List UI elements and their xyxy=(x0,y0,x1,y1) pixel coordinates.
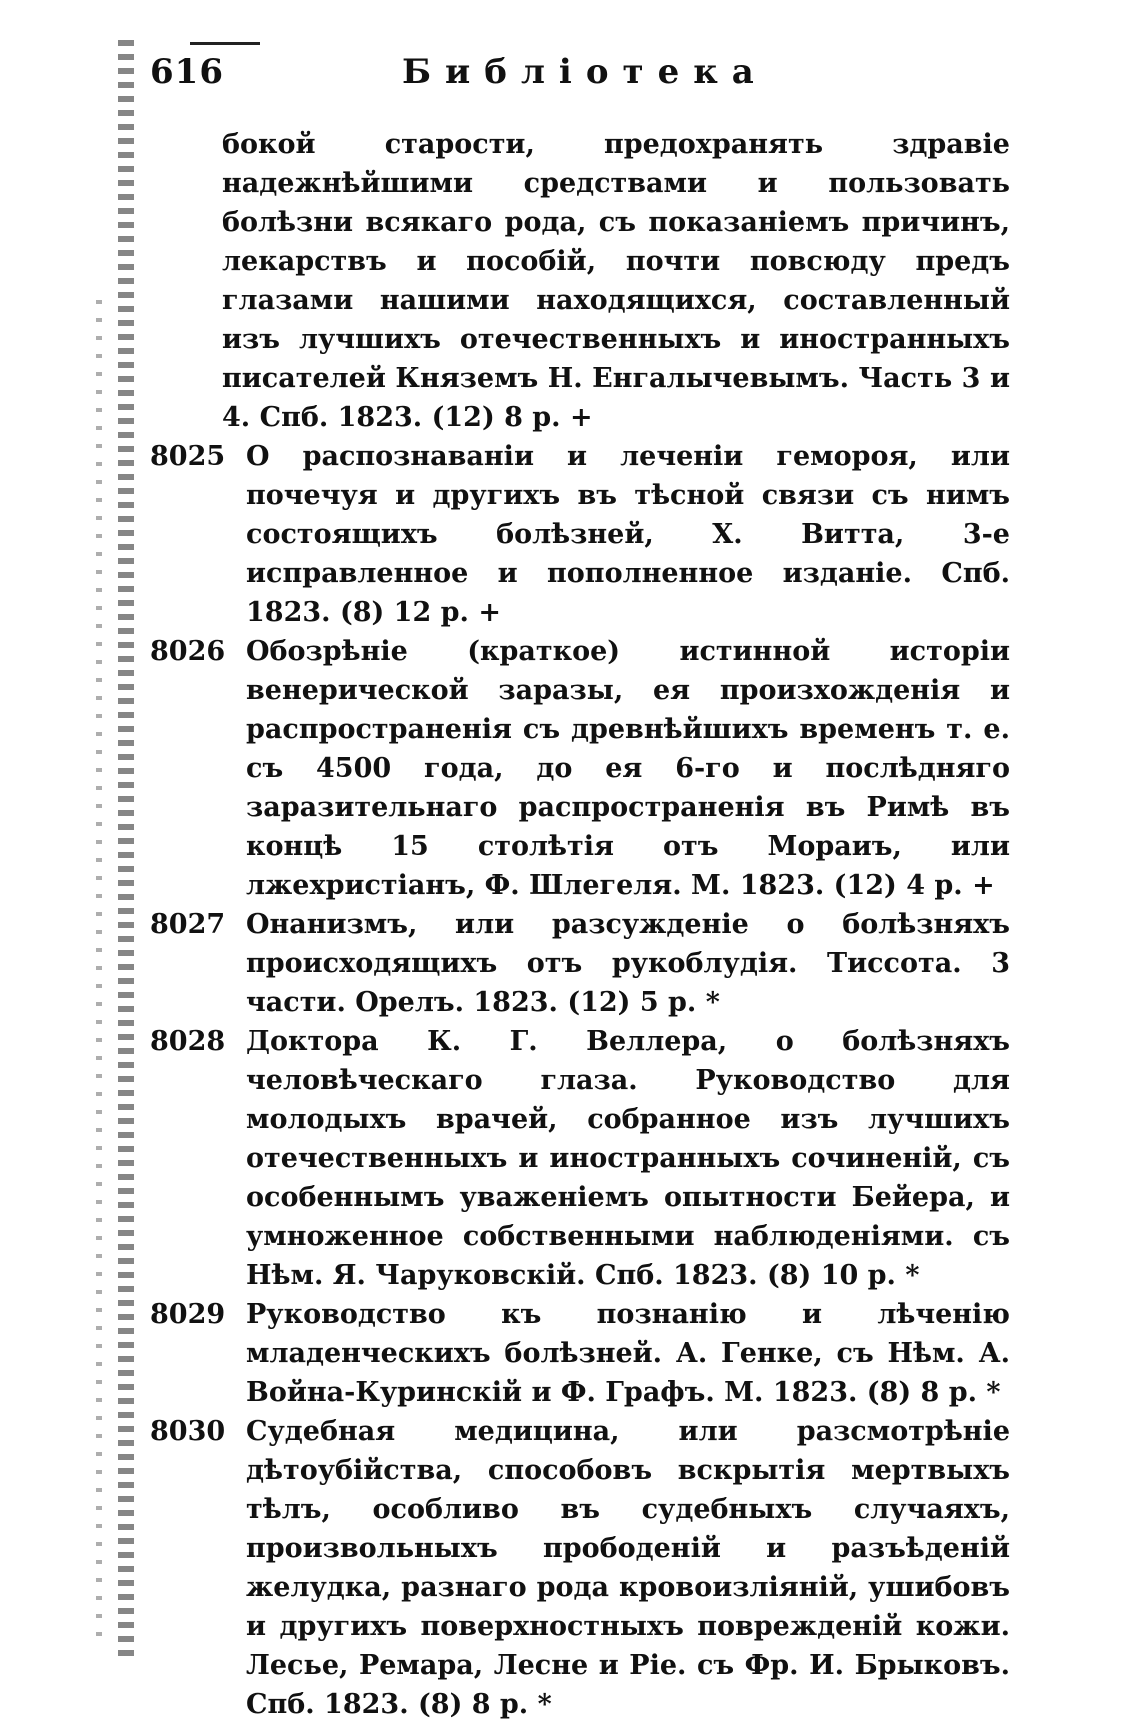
continued-entry-text: бокой старости, предохранять здравіе надежнѣйшими средствами и пользовать болѣзни всякаго рода, съ показаніемъ причинъ, лекарствъ и пособій, почти повсюду предъ глазами нашими находящихся, составленный изъ лучшихъ отечественныхъ и иностранныхъ писателей Княземъ Н. Енгалычевымъ. Часть 3 и 4. Спб. 1823. (12) 8 р. + xyxy=(222,129,1010,433)
running-head: Библіотека xyxy=(402,52,768,92)
entry-number: 8030 xyxy=(150,1416,226,1447)
entry-text: Обозрѣніе (краткое) истинной исторіи венерической заразы, ея произхожденія и распространенія съ древнѣйшихъ временъ т. е. съ 4500 года, до ея 6-го и послѣдняго заразительнаго распространенія въ Римѣ въ концѣ 15 столѣтія отъ Мораиъ, или лжехристіанъ, Ф. Шлегеля. М. 1823. (12) 4 р. + xyxy=(246,636,1010,901)
entry-8026 xyxy=(150,632,1010,905)
entry-text: О распознаваніи и леченіи гемороя, или почечуя и другихъ въ тѣсной связи съ нимъ состоящихъ болѣзней, Х. Витта, 3-е исправленное и пополненное изданіе. Спб. 1823. (8) 12 р. + xyxy=(246,441,1010,628)
page-header xyxy=(150,52,1010,102)
entry-8028 xyxy=(150,1022,1010,1295)
entry-number: 8026 xyxy=(150,636,226,667)
entry-text: Доктора К. Г. Веллера, о болѣзняхъ человѣческаго глаза. Руководство для молодыхъ врачей, собранное изъ лучшихъ отечественныхъ и иностранныхъ сочиненій, съ особеннымъ уваженіемъ опытности Бейера, и умноженное собственными наблюденіями. съ Нѣм. Я. Чаруковскій. Спб. 1823. (8) 10 р. * xyxy=(246,1026,1010,1291)
entry-text: Судебная медицина, или разсмотрѣніе дѣтоубійства, способовъ вскрытія мертвыхъ тѣлъ, особливо въ судебныхъ случаяхъ, произвольныхъ прободеній и разъѣденій желудка, разнаго рода кровоизліяній, ушибовъ и другихъ поверхностныхъ поврежденій кожи. Лесье, Ремара, Лесне и Ріе. съ Фр. И. Брыковъ. Спб. 1823. (8) 8 р. * xyxy=(246,1416,1010,1720)
entry-number: 8025 xyxy=(150,441,226,472)
page-body xyxy=(150,125,1010,1724)
entry-number: 8028 xyxy=(150,1026,226,1057)
entry-text: Руководство къ познанію и лѣченію младенческихъ болѣзней. А. Генке, съ Нѣм. А. Война-Куринскій и Ф. Графъ. М. 1823. (8) 8 р. * xyxy=(246,1299,1010,1408)
entry-number: 8029 xyxy=(150,1299,226,1330)
entry-number: 8027 xyxy=(150,909,226,940)
entry-8025 xyxy=(150,437,1010,632)
entry-text: Онанизмъ, или разсужденіе о болѣзняхъ происходящихъ отъ рукоблудія. Тиссота. 3 части. Орелъ. 1823. (12) 5 р. * xyxy=(246,909,1010,1018)
entry-8030 xyxy=(150,1412,1010,1724)
entry-8027 xyxy=(150,905,1010,1022)
continued-entry xyxy=(150,125,1010,437)
binding-shadow xyxy=(118,40,134,1660)
page-number: 616 xyxy=(150,52,224,92)
header-rule xyxy=(190,42,260,45)
entry-8029 xyxy=(150,1295,1010,1412)
binding-shadow-outer xyxy=(96,300,102,1640)
